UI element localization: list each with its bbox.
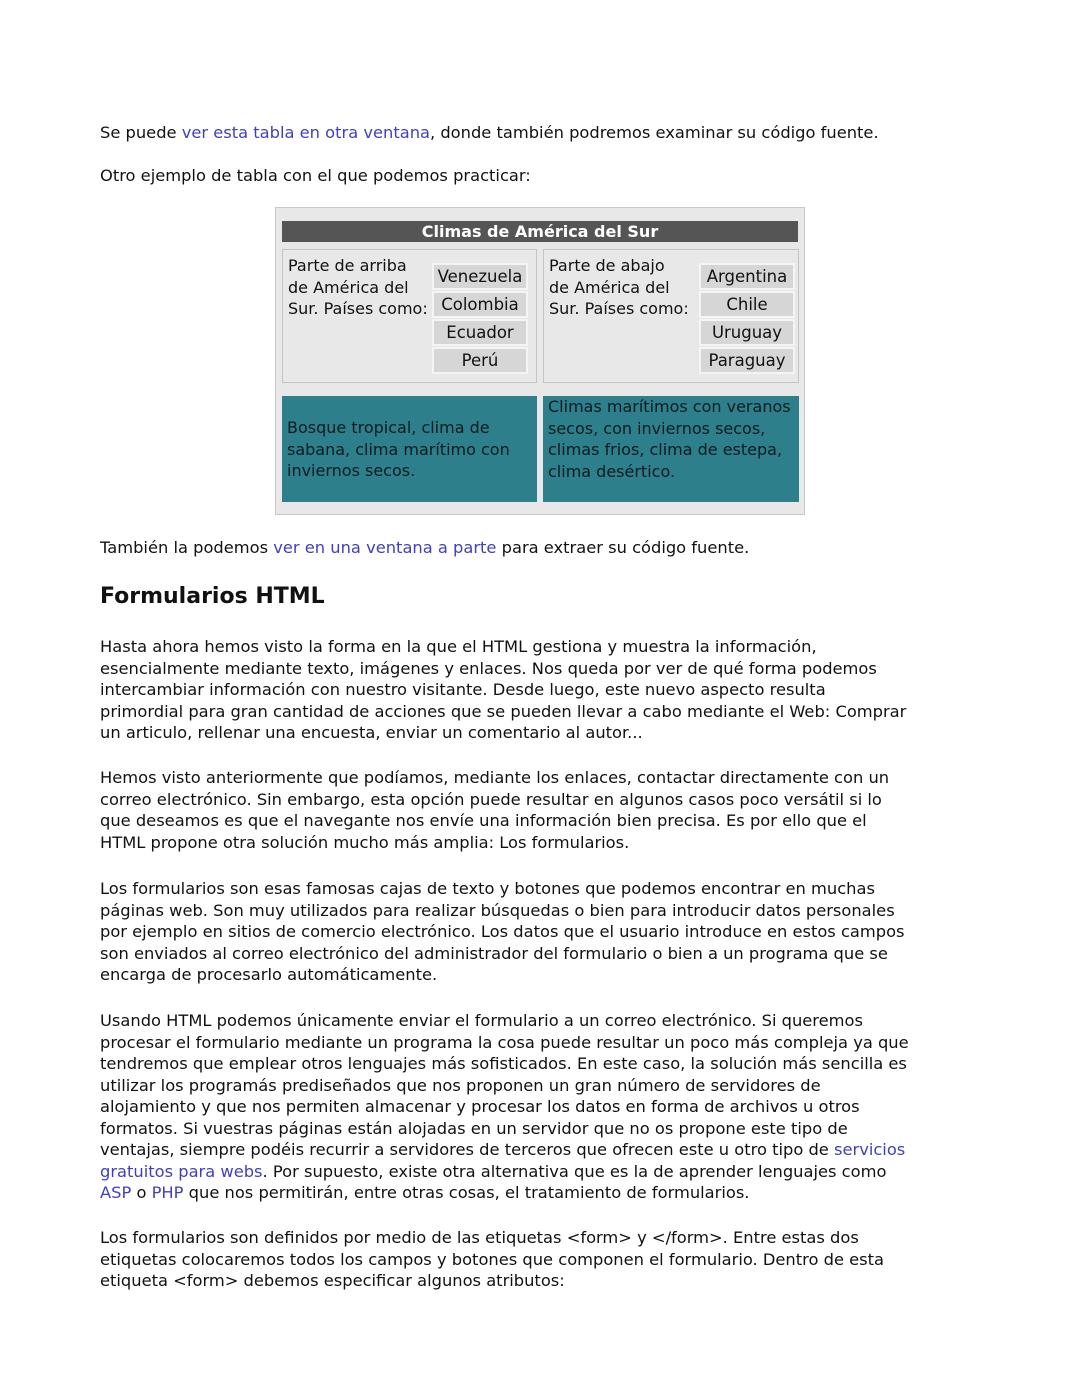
south-cell bbox=[543, 249, 799, 383]
country: Chile bbox=[699, 291, 795, 318]
text-line bbox=[100, 679, 906, 701]
text-span: páginas web. Son muy utilizados para realizar búsquedas o bien para introducir datos personales bbox=[100, 900, 895, 920]
text-span: tendremos que emplear otros lenguajes más sofisticados. En este caso, la solución más sencilla es bbox=[100, 1054, 907, 1073]
text-line bbox=[100, 832, 889, 854]
south-climate: Climas marítimos con veranos secos, con inviernos secos, climas frios, clima de estepa, clima desértico. bbox=[543, 396, 799, 502]
country: Ecuador bbox=[432, 319, 528, 346]
text-line bbox=[100, 1118, 909, 1140]
text-line bbox=[100, 1161, 909, 1183]
text-line bbox=[100, 964, 905, 986]
text-span: para extraer su código fuente. bbox=[496, 538, 750, 557]
paragraph bbox=[100, 1010, 909, 1204]
after-table-paragraph bbox=[100, 537, 749, 559]
text-line bbox=[100, 1096, 909, 1118]
text-span: primordial para gran cantidad de acciones que se pueden llevar a cabo mediante el Web: Comprar bbox=[100, 701, 907, 721]
text-span: esencialmente mediante texto, imágenes y enlaces. Nos queda por ver de qué forma podemos bbox=[100, 658, 877, 678]
text-span: Los formularios son esas famosas cajas de texto y botones que podemos encontrar en muchas bbox=[100, 879, 875, 898]
text-line bbox=[100, 789, 889, 811]
table-title: Climas de América del Sur bbox=[282, 221, 798, 242]
text-line bbox=[100, 537, 749, 559]
text-line bbox=[100, 943, 905, 965]
text-line bbox=[100, 1182, 909, 1204]
text-span: Se puede bbox=[100, 123, 182, 142]
south-description: Parte de abajo de América del Sur. Países como: bbox=[549, 256, 689, 318]
text-link[interactable]: ASP bbox=[100, 1183, 132, 1202]
text-line bbox=[100, 900, 905, 922]
text-line bbox=[100, 810, 889, 832]
paragraph bbox=[100, 878, 905, 986]
text-link[interactable]: gratuitos para webs bbox=[100, 1161, 263, 1181]
text-span: También la podemos bbox=[100, 538, 274, 557]
text-span: alojamiento y que nos permiten almacenar y procesar los datos en forma de archivos u otros bbox=[100, 1097, 860, 1116]
text-span: Los formularios son definidos por medio de las etiquetas <form> y </form>. Entre estas dos bbox=[100, 1228, 859, 1247]
text-line bbox=[100, 767, 889, 789]
north-description: Parte de arriba de América del Sur. Países como: bbox=[288, 256, 428, 318]
country: Venezuela bbox=[432, 263, 528, 290]
text-span: . Por supuesto, existe otra alternativa que es la de aprender lenguajes como bbox=[262, 1161, 887, 1181]
text-span: un articulo, rellenar una encuesta, enviar un comentario al autor... bbox=[100, 723, 643, 742]
text-span: procesar el formulario mediante un programa la cosa puede resultar un poco más compleja ya que bbox=[100, 1032, 909, 1052]
text-span: que deseamos es que el navegante nos envíe una información bien precisa. Es por ello que el bbox=[100, 811, 867, 830]
section-heading: Formularios HTML bbox=[100, 584, 325, 609]
text-span: correo electrónico. Sin embargo, esta opción puede resultar en algunos casos poco versátil si lo bbox=[100, 789, 882, 809]
text-line bbox=[100, 1032, 909, 1054]
text-link[interactable]: servicios bbox=[834, 1140, 906, 1159]
text-line bbox=[100, 1053, 909, 1075]
text-span: por ejemplo en sitios de comercio electrónico. Los datos que el usuario introduce en estos campos bbox=[100, 922, 905, 941]
country: Uruguay bbox=[699, 319, 795, 346]
intro-paragraph bbox=[100, 122, 879, 144]
text-span: encarga de procesarlo automáticamente. bbox=[100, 965, 438, 984]
text-link[interactable]: ver esta tabla en otra ventana bbox=[181, 123, 430, 142]
text-line bbox=[100, 878, 905, 900]
text-span: etiqueta <form> debemos especificar algunos atributos: bbox=[100, 1271, 565, 1290]
intro-paragraph-2 bbox=[100, 165, 531, 187]
text-span: utilizar los programás prediseñados que nos proponen un gran número de servidores de bbox=[100, 1075, 821, 1095]
text-line bbox=[100, 701, 906, 723]
text-line bbox=[100, 1139, 909, 1161]
country: Argentina bbox=[699, 263, 795, 290]
text-span: ventajas, siempre podéis recurrir a servidores de terceros que ofrecen este u otro tipo de bbox=[100, 1140, 834, 1159]
text-span: Usando HTML podemos únicamente enviar el formulario a un correo electrónico. Si queremos bbox=[100, 1011, 863, 1030]
text-span: intercambiar información con nuestro visitante. Desde luego, este nuevo aspecto resulta bbox=[100, 680, 826, 699]
text-link[interactable]: PHP bbox=[151, 1183, 184, 1202]
paragraph bbox=[100, 767, 889, 853]
text-line bbox=[100, 1010, 909, 1032]
country: Colombia bbox=[432, 291, 528, 318]
text-line bbox=[100, 658, 906, 680]
text-line bbox=[100, 165, 531, 187]
text-line bbox=[100, 1249, 884, 1271]
text-span: que nos permitirán, entre otras cosas, el tratamiento de formularios. bbox=[183, 1183, 750, 1202]
text-link[interactable]: ver en una ventana a parte bbox=[273, 538, 497, 557]
text-span: HTML propone otra solución mucho más amplia: Los formularios. bbox=[100, 832, 630, 852]
text-line bbox=[100, 1270, 884, 1292]
text-span: , donde también podremos examinar su código fuente. bbox=[430, 123, 879, 142]
text-span: formatos. Si vuestras páginas están alojadas en un servidor que no os propone este tipo de bbox=[100, 1118, 848, 1138]
country: Paraguay bbox=[699, 347, 795, 374]
text-span: o bbox=[131, 1183, 152, 1202]
text-span: Otro ejemplo de tabla con el que podemos practicar: bbox=[100, 166, 531, 185]
climate-table bbox=[275, 207, 805, 515]
text-line bbox=[100, 1075, 909, 1097]
text-span: Hasta ahora hemos visto la forma en la que el HTML gestiona y muestra la información, bbox=[100, 637, 817, 656]
north-climate: Bosque tropical, clima de sabana, clima marítimo con inviernos secos. bbox=[282, 396, 537, 502]
paragraph bbox=[100, 636, 906, 744]
text-line bbox=[100, 921, 905, 943]
text-line bbox=[100, 722, 906, 744]
text-line bbox=[100, 636, 906, 658]
text-span: son enviados al correo electrónico del administrador del formulario o bien a un programa que se bbox=[100, 943, 888, 963]
paragraph bbox=[100, 1227, 884, 1292]
text-span: etiquetas colocaremos todos los campos y botones que componen el formulario. Dentro de esta bbox=[100, 1249, 884, 1269]
text-line bbox=[100, 122, 879, 144]
north-cell bbox=[282, 249, 537, 383]
country: Perú bbox=[432, 347, 528, 374]
text-line bbox=[100, 1227, 884, 1249]
text-span: Hemos visto anteriormente que podíamos, mediante los enlaces, contactar directamente con un bbox=[100, 768, 890, 787]
